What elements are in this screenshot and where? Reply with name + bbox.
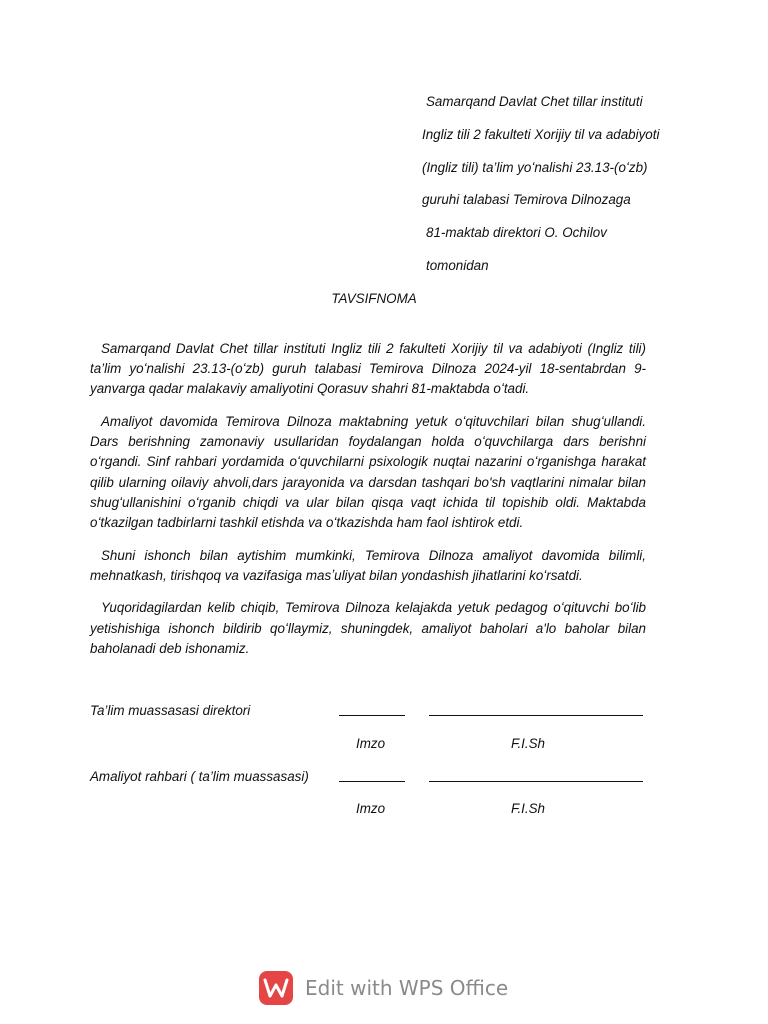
signature-role-supervisor: Amaliyot rahbari ( ta’lim muassasasi) — [90, 769, 309, 784]
wps-watermark-text: Edit with WPS Office — [305, 976, 509, 1000]
paragraph: Yuqoridagilardan kelib chiqib, Temirova Dilnoza kelajakda yetuk pedagog oʻqituvchi boʻlib yetishishiga ishonch bildirib qoʻllaymiz, shuningdek, amaliyot baholari a'lo baholar bilan baholanadi deb ishonamiz. — [90, 600, 646, 656]
wps-logo-icon — [259, 971, 293, 1005]
document-body — [90, 339, 646, 671]
signature-line — [339, 781, 405, 782]
name-caption: F.I.Sh — [511, 736, 545, 751]
wps-watermark[interactable] — [259, 968, 508, 1008]
signature-caption: Imzo — [356, 736, 386, 751]
recipient-line-3: (Ingliz tili) ta’lim yoʻnalishi 23.13-(oʻzb) — [422, 160, 648, 175]
signature-caption: Imzo — [356, 801, 386, 816]
recipient-line-4: guruhi talabasi Temirova Dilnozaga — [422, 192, 631, 207]
name-line — [429, 715, 643, 716]
signature-line — [339, 715, 405, 716]
paragraph: Shuni ishonch bilan aytishim mumkinki, Temirova Dilnoza amaliyot davomida bilimli, mehnatkash, tirishqoq va vazifasiga masʼuliyat bilan yondashish jihatlarini koʻrsatdi. — [90, 547, 646, 583]
signature-role-director: Ta’lim muassasasi direktori — [90, 703, 251, 718]
paragraph: Amaliyot davomida Temirova Dilnoza maktabning yetuk oʻqituvchilari bilan shugʻullandi. Dars berishning zamonaviy usullaridan foydalangan holda oʻquvchilarga dars berishni oʻrgandi. Sinf rahbari yordamida oʻquvchilarni psixologik nuqtai nazarini oʻrganishga harakat qilib ularning oilaviy ahvoli,dars jarayonida va darsdan tashqari bo'sh vaqtlarini nimalar bilan shugʻullanishini oʻrganib chiqdi va ular bilan qisqa vaqt ichida til topishib oldi. Maktabda oʻtkazilgan tadbirlarni tashkil etishda va oʻtkazishda ham faol ishtirok etdi. — [90, 414, 646, 531]
recipient-line-2: Ingliz tili 2 fakulteti Xorijiy til va adabiyoti — [422, 127, 660, 142]
name-caption: F.I.Sh — [511, 801, 545, 816]
name-line — [429, 781, 643, 782]
recipient-line-5: 81-maktab direktori O. Ochilov — [426, 225, 607, 240]
paragraph: Samarqand Davlat Chet tillar instituti Ingliz tili 2 fakulteti Xorijiy til va adabiyoti (Ingliz tili) ta’lim yoʻnalishi 23.13-(oʻzb) guruh talabasi Temirova Dilnoza 2024-yil 18-sentabrdan 9-yanvarga qadar malakaviy amaliyotini Qorasuv shahri 81-maktabda oʻtadi. — [90, 341, 646, 397]
recipient-line-6: tomonidan — [426, 258, 489, 273]
recipient-line-1: Samarqand Davlat Chet tillar instituti — [426, 94, 643, 109]
document-title: TAVSIFNOMA — [331, 291, 417, 306]
